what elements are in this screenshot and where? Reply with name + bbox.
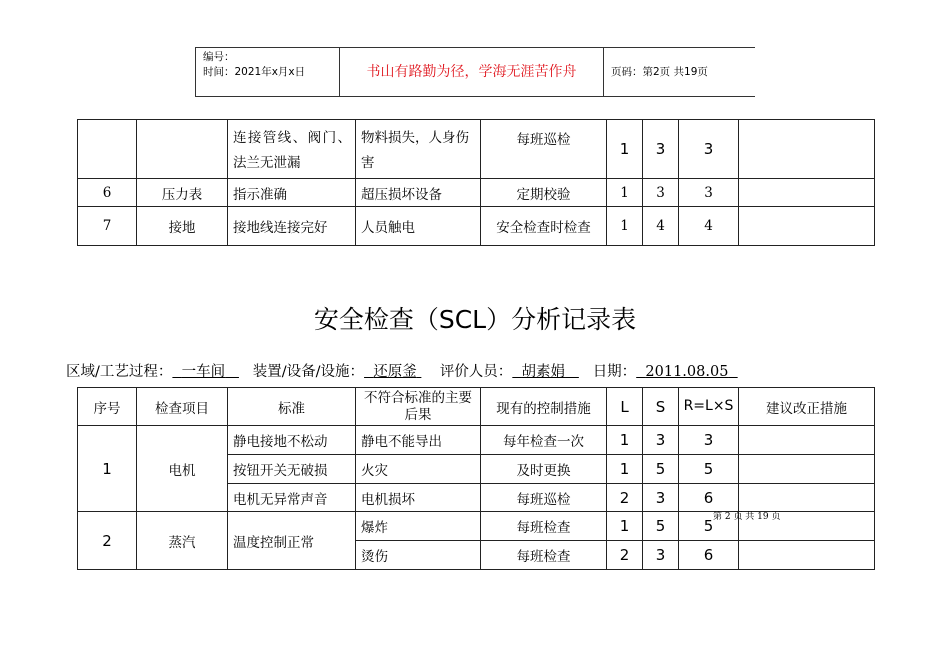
- footer-page-number: 第 2 页 共 19 页: [713, 512, 781, 522]
- cell-suggestion: [739, 541, 875, 570]
- area-label: 区域/工艺过程：: [66, 364, 173, 380]
- table-row: [78, 426, 875, 455]
- cell-suggestion: [739, 484, 875, 512]
- cell-measure: 每班检查: [481, 512, 607, 541]
- cell-measure: 每班巡检: [481, 120, 607, 179]
- date-label: 日期：: [592, 364, 637, 380]
- number-label: 编号：: [203, 51, 235, 63]
- evaluator-value: 胡素娟: [521, 364, 566, 380]
- area-value: 一车间: [181, 364, 226, 380]
- cell-L: 1: [607, 512, 643, 541]
- cell-S: 3: [643, 484, 679, 512]
- header-page-code: 页码：第2页 共19页: [611, 66, 708, 78]
- cell-S: 3: [643, 541, 679, 570]
- cell-S: 3: [643, 120, 679, 179]
- cell-standard: 按钮开关无破损: [228, 455, 356, 484]
- cell-no: 2: [78, 512, 137, 570]
- cell-suggestion: [739, 455, 875, 484]
- cell-consequence: 超压损坏设备: [356, 179, 481, 207]
- evaluator-label: 评价人员：: [439, 364, 513, 380]
- table-row: [78, 179, 875, 207]
- header-L: L: [607, 388, 643, 426]
- device-value: 还原釜: [373, 364, 417, 380]
- record-info: [66, 360, 738, 381]
- header-meta-cell: [196, 48, 340, 96]
- cell-suggestion: [739, 120, 875, 179]
- header-measure: 现有的控制措施: [481, 388, 607, 426]
- header-consequence: 不符合标准的主要后果: [356, 388, 481, 426]
- cell-consequence: 物料损失，人身伤害: [356, 120, 481, 179]
- header-item: 检查项目: [137, 388, 228, 426]
- cell-suggestion: [739, 207, 875, 246]
- cell-item: 接地: [137, 207, 228, 246]
- header-R: R=L×S: [679, 388, 739, 426]
- cell-L: 1: [607, 426, 643, 455]
- cell-measure: 定期校验: [481, 179, 607, 207]
- device-label: 装置/设备/设施：: [252, 364, 365, 380]
- cell-R: 6: [679, 541, 739, 570]
- cell-standard: 指示准确: [228, 179, 356, 207]
- cell-R: 5: [679, 512, 739, 541]
- time-label: 时间：2021年x月x日: [203, 66, 306, 78]
- table-row: [78, 120, 875, 179]
- table-row: [78, 207, 875, 246]
- page-title: 安全检查（SCL）分析记录表: [313, 305, 637, 334]
- cell-L: 1: [607, 120, 643, 179]
- cell-measure: 每年检查一次: [481, 426, 607, 455]
- header-S: S: [643, 388, 679, 426]
- cell-no: [78, 120, 137, 179]
- cell-S: 3: [643, 179, 679, 207]
- cell-item: 蒸汽: [137, 512, 228, 570]
- cell-S: 3: [643, 426, 679, 455]
- cell-no: 7: [78, 207, 137, 246]
- cell-consequence: 爆炸: [356, 512, 481, 541]
- table-header-row: [78, 388, 875, 426]
- cell-item: 压力表: [137, 179, 228, 207]
- scl-analysis-table: [77, 387, 875, 570]
- cell-L: 1: [607, 179, 643, 207]
- cell-R: 3: [679, 426, 739, 455]
- header-no: 序号: [78, 388, 137, 426]
- cell-consequence: 烫伤: [356, 541, 481, 570]
- cell-standard: 静电接地不松动: [228, 426, 356, 455]
- header-suggestion: 建议改正措施: [739, 388, 875, 426]
- cell-consequence: 人员触电: [356, 207, 481, 246]
- header-standard: 标准: [228, 388, 356, 426]
- cell-measure: 每班巡检: [481, 484, 607, 512]
- cell-standard: 接地线连接完好: [228, 207, 356, 246]
- cell-standard: 电机无异常声音: [228, 484, 356, 512]
- cell-measure: 及时更换: [481, 455, 607, 484]
- cell-measure: 安全检查时检查: [481, 207, 607, 246]
- cell-suggestion: [739, 179, 875, 207]
- continuation-table: [77, 119, 875, 246]
- cell-standard: 温度控制正常: [228, 512, 356, 570]
- cell-S: 5: [643, 455, 679, 484]
- cell-S: 5: [643, 512, 679, 541]
- cell-consequence: 电机损坏: [356, 484, 481, 512]
- date-value: 2011.08.05: [645, 364, 729, 380]
- cell-R: 3: [679, 179, 739, 207]
- cell-S: 4: [643, 207, 679, 246]
- cell-item: 电机: [137, 426, 228, 512]
- header-motto: 书山有路勤为径，学海无涯苦作舟: [340, 48, 604, 96]
- cell-R: 4: [679, 207, 739, 246]
- cell-R: 6: [679, 484, 739, 512]
- cell-consequence: 静电不能导出: [356, 426, 481, 455]
- cell-consequence: 火灾: [356, 455, 481, 484]
- cell-L: 2: [607, 541, 643, 570]
- cell-no: 1: [78, 426, 137, 512]
- cell-L: 1: [607, 207, 643, 246]
- cell-suggestion: [739, 426, 875, 455]
- document-header: [195, 47, 755, 97]
- cell-L: 1: [607, 455, 643, 484]
- cell-no: 6: [78, 179, 137, 207]
- cell-R: 5: [679, 455, 739, 484]
- cell-measure: 每班检查: [481, 541, 607, 570]
- cell-R: 3: [679, 120, 739, 179]
- cell-L: 2: [607, 484, 643, 512]
- cell-item: [137, 120, 228, 179]
- cell-standard: 连接管线、阀门、法兰无泄漏: [228, 120, 356, 179]
